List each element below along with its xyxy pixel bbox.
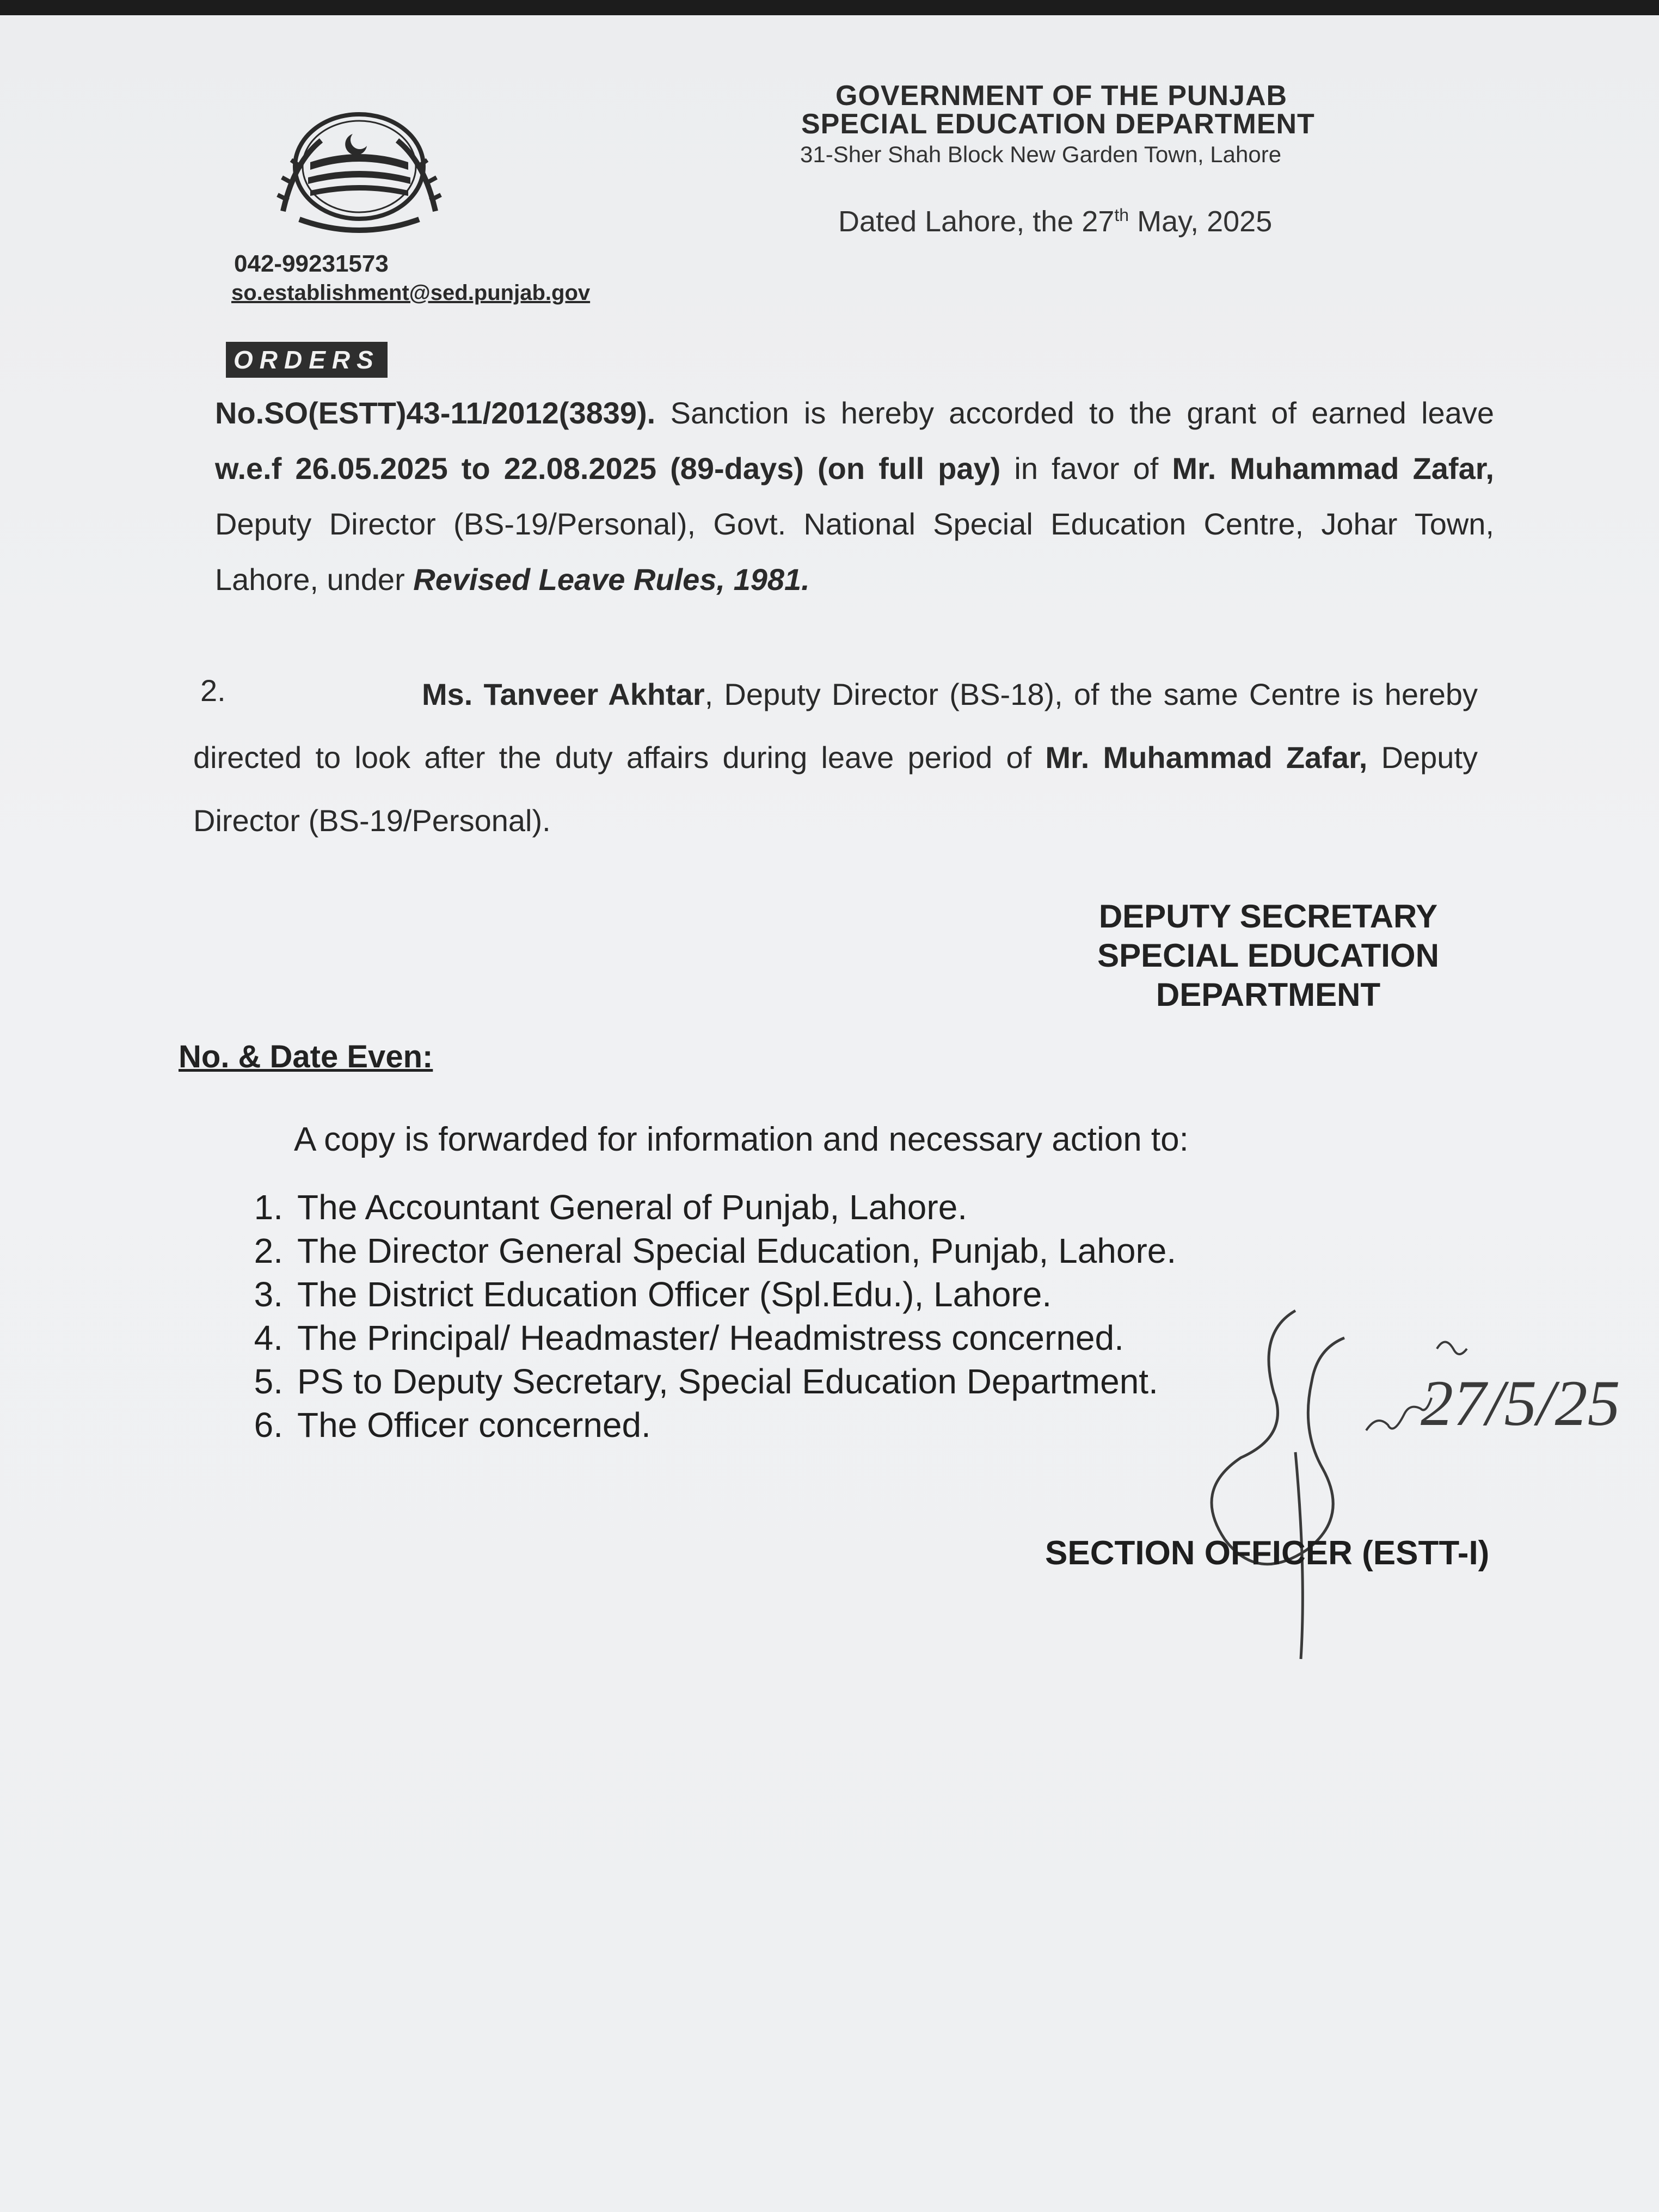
list-item: 1. The Accountant General of Punjab, Lahore. (254, 1188, 968, 1227)
deputy-secretary-block: DEPUTY SECRETARY SPECIAL EDUCATION DEPARTMENT (1097, 898, 1439, 1013)
paragraph-number: 2. (200, 673, 226, 708)
section-officer-title: SECTION OFFICER (ESTT-I) (1045, 1534, 1490, 1572)
officer-name: Mr. Muhammad Zafar, (1172, 451, 1494, 486)
punjab-emblem-logo (250, 102, 468, 244)
incharge-name: Ms. Tanveer Akhtar (422, 677, 705, 711)
list-item: 5. PS to Deputy Secretary, Special Education Department. (254, 1362, 1158, 1401)
list-item: 3. The District Education Officer (Spl.Edu.), Lahore. (254, 1275, 1052, 1314)
copy-forward-intro: A copy is forwarded for information and necessary action to: (294, 1121, 1189, 1158)
officer-name-2: Mr. Muhammad Zafar, (1045, 740, 1368, 775)
department-title: SPECIAL EDUCATION DEPARTMENT (801, 108, 1315, 140)
no-date-even-label: No. & Date Even: (179, 1039, 433, 1074)
orders-heading: ORDERS (226, 342, 388, 378)
list-item: 6. The Officer concerned. (254, 1405, 651, 1445)
handwritten-signature (1187, 1289, 1620, 1670)
leave-rules: Revised Leave Rules, 1981. (413, 562, 810, 597)
dated-line: Dated Lahore, the 27th May, 2025 (838, 205, 1273, 238)
contact-phone: 042-99231573 (234, 250, 389, 277)
department-address: 31-Sher Shah Block New Garden Town, Lahore (800, 142, 1282, 167)
list-item: 4. The Principal/ Headmaster/ Headmistress concerned. (254, 1318, 1124, 1357)
list-item: 2. The Director General Special Education, Punjab, Lahore. (254, 1231, 1177, 1270)
look-after-paragraph: Ms. Tanveer Akhtar, Deputy Director (BS-18), of the same Centre is hereby directed to look after the duty affairs during leave period of Mr. Muhammad Zafar, Deputy Director (BS-19/Personal). (193, 677, 1478, 838)
order-number: No.SO(ESTT)43-11/2012(3839). (215, 396, 656, 430)
top-edge (0, 0, 1659, 15)
government-title: GOVERNMENT OF THE PUNJAB (835, 80, 1288, 112)
signature-date: 27/5/25 (1421, 1367, 1620, 1439)
leave-dates: w.e.f 26.05.2025 to 22.08.2025 (89-days) (on full pay) (215, 451, 1001, 486)
contact-email: so.establishment@sed.punjab.gov (231, 281, 591, 305)
copy-recipient-list (218, 1185, 1176, 1447)
order-paragraph: No.SO(ESTT)43-11/2012(3839). Sanction is hereby accorded to the grant of earned leave w.e.f 26.05.2025 to 22.08.2025 (89-days) (on full pay) in favor of Mr. Muhammad Zafar, Deputy Director (BS-19/Personal), Govt. National Special Education Centre, Johar Town, Lahore, under Revised Leave Rules, 1981. (215, 396, 1494, 597)
document-page (0, 15, 1659, 2212)
